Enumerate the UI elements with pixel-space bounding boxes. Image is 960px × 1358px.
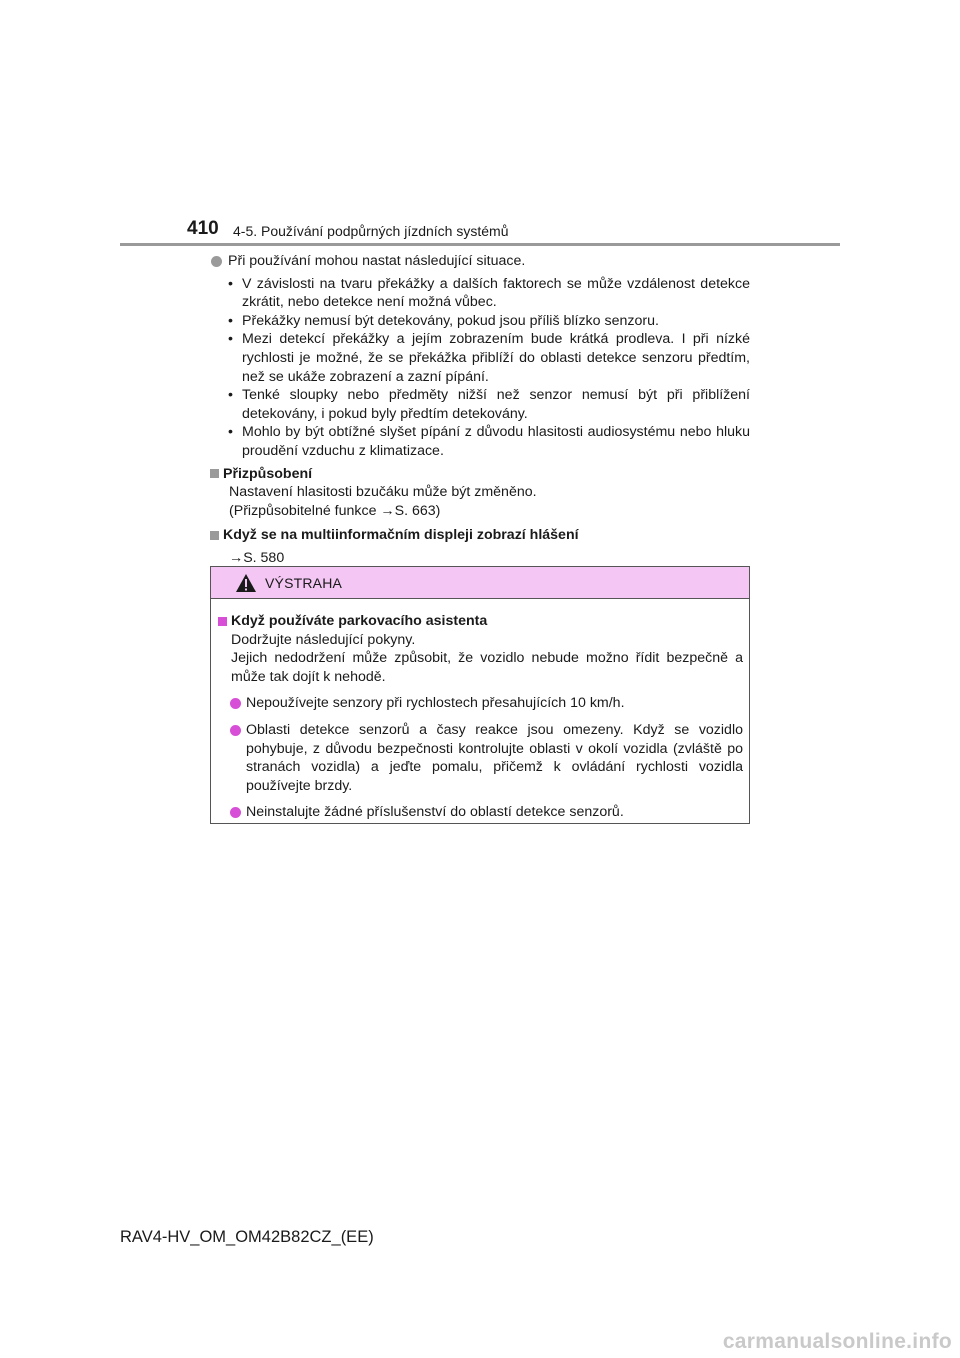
heading-text: Když používáte parkovacího asistenta [231,613,488,629]
list-item [228,386,750,423]
bullet-dot-icon [230,807,241,818]
customization-ref[interactable]: (Přizpůsobitelné funkce →S. 663) [229,502,441,519]
header-rule [120,243,840,246]
section-title: 4-5. Používání podpůrných jízdních systémů [233,223,509,239]
list-item-text: Mezi detekcí překážky a jejím zobrazením bude krátká prodleva. I při nízké rychlosti je možné, že se překážka přiblíží do oblasti detekce senzoru předtím, než se ukáže zobrazení a zazní pípání. [242,331,750,385]
warning-item [217,694,743,713]
list-marker: • [228,331,233,348]
square-bullet-icon [218,617,227,626]
square-bullet-icon [210,531,219,540]
document-code: RAV4-HV_OM_OM42B82CZ_(EE) [120,1228,374,1246]
bullet-dot-icon [211,256,222,267]
warning-line2: Jejich nedodržení může způsobit, že vozidlo nebude možno řídit bezpečně a může tak dojít k nehodě. [231,650,743,685]
warning-box [210,566,750,824]
list-item-text: Překážky nemusí být detekovány, pokud jsou příliš blízko senzoru. [242,312,659,329]
bullet-dot-icon [230,725,241,736]
message-ref[interactable]: →S. 580 [229,549,285,566]
list-item [228,330,750,386]
page-number: 410 [187,218,219,239]
situation-list [228,275,750,461]
warning-heading [217,612,743,631]
list-marker: • [228,275,233,292]
warning-item-text: Neinstalujte žádné příslušenství do oblastí detekce senzorů. [246,804,624,821]
warning-item-text: Nepoužívejte senzory při rychlostech přesahujících 10 km/h. [246,695,625,712]
intro-bullet [210,252,750,271]
warning-item [217,803,743,822]
list-item-text: Mohlo by být obtížné slyšet pípání z důvodu hlasitosti audiosystému nebo hluku proudění vzduchu z klimatizace. [242,424,750,459]
warning-line1: Dodržujte následující pokyny. [231,631,416,648]
bullet-dot-icon [230,698,241,709]
square-bullet-icon [210,469,219,478]
warning-header [211,567,749,599]
warning-triangle-icon [235,573,257,593]
list-marker: • [228,424,233,441]
warning-body [211,599,749,822]
warning-title: VÝSTRAHA [265,575,343,591]
watermark: carmanualsonline.info [722,1330,952,1353]
warning-item [217,721,743,795]
heading-text: Přizpůsobení [223,465,313,482]
customization-text: Nastavení hlasitosti bzučáku může být změněno. [229,484,537,501]
intro-text: Při používání mohou nastat následující situace. [228,253,526,269]
list-item [228,312,750,331]
list-marker: • [228,387,233,404]
list-marker: • [228,312,233,329]
heading-text: Když se na multiinformačním displeji zobrazí hlášení [223,527,579,544]
message-heading [210,526,750,545]
main-content [210,252,750,568]
warning-item-text: Oblasti detekce senzorů a časy reakce jsou omezeny. Když se vozidlo pohybuje, z důvodu bezpečnosti kontrolujte oblasti v okolí vozidla (zvláště po stranách vozidla) a jeďte pomalu, přičemž k ovládání rychlosti vozidla používejte brzdy. [246,721,743,794]
list-item [228,275,750,312]
customization-heading [210,465,750,484]
list-item-text: Tenké sloupky nebo předměty nižší než senzor nemusí být při přiblížení detekovány, i pokud byly předtím detekovány. [242,387,750,422]
list-item-text: V závislosti na tvaru překážky a dalších faktorech se může vzdálenost detekce zkrátit, nebo detekce není možná vůbec. [242,275,750,311]
list-item [228,423,750,460]
